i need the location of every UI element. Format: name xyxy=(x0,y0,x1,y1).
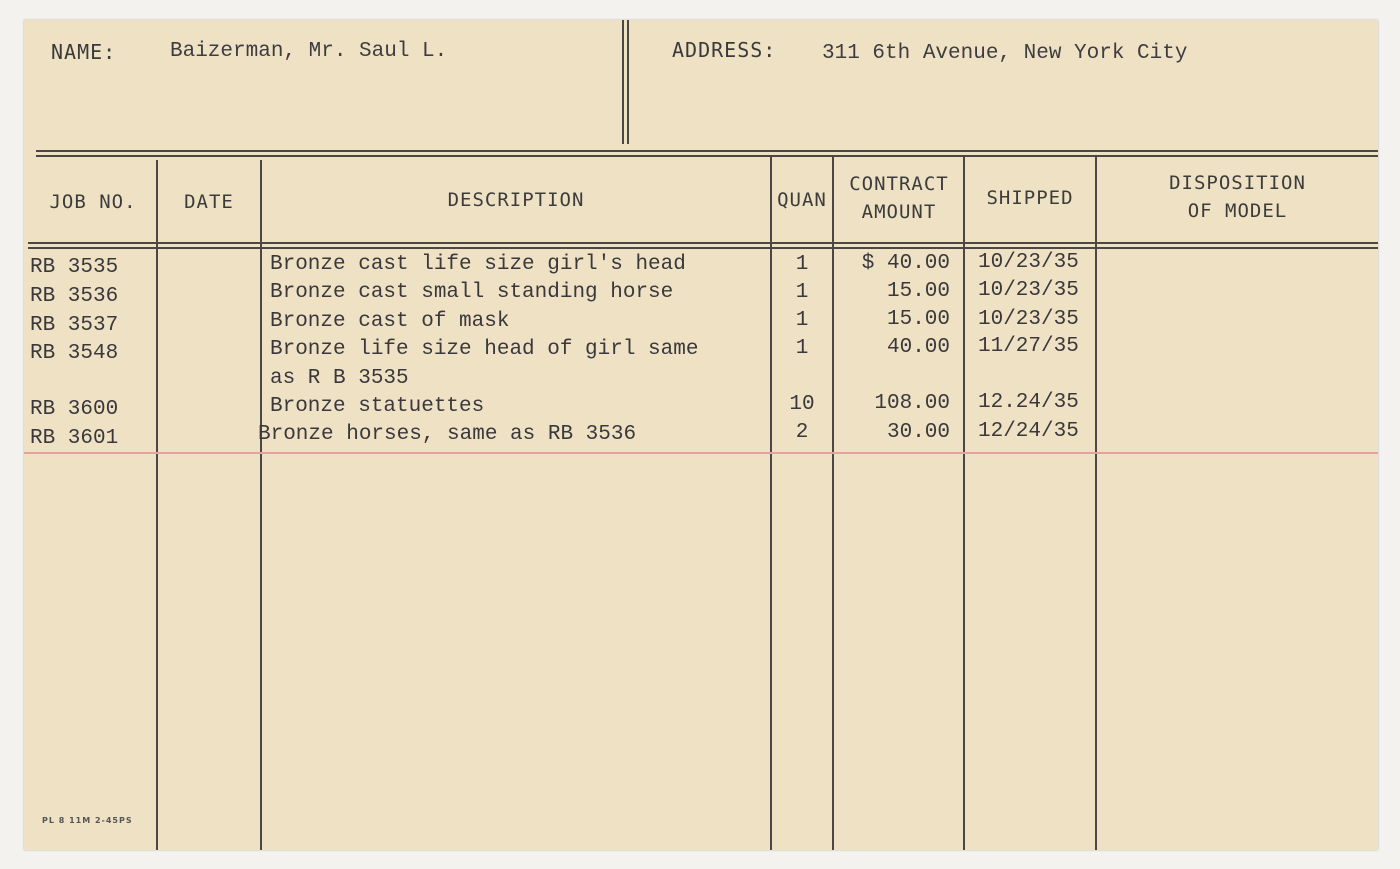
row-5-quan: 10 xyxy=(789,393,815,416)
row-5-amount: 108.00 xyxy=(874,392,950,415)
row-3-shipped: 10/23/35 xyxy=(978,308,1079,331)
col-line-contract xyxy=(963,156,965,850)
col-header-contract-line2: AMOUNT xyxy=(861,201,937,223)
col-line-shipped xyxy=(1095,156,1097,850)
header-rule-2 xyxy=(36,155,1378,157)
col-header-date: DATE xyxy=(184,191,234,213)
header-divider-2 xyxy=(627,20,629,144)
row-1-shipped: 10/23/35 xyxy=(978,251,1079,274)
col-line-date xyxy=(260,160,262,850)
name-value: Baizerman, Mr. Saul L. xyxy=(170,40,448,63)
row-4-job: RB 3548 xyxy=(30,342,119,365)
row-5-shipped: 12.24/35 xyxy=(978,391,1079,414)
row-1-quan: 1 xyxy=(795,253,809,276)
col-header-disposition-line2: OF MODEL xyxy=(1187,200,1288,222)
col-header-quan: QUAN xyxy=(777,189,827,211)
row-2-shipped: 10/23/35 xyxy=(978,279,1079,302)
row-2-job: RB 3536 xyxy=(30,285,119,308)
row-4-amount: 40.00 xyxy=(886,336,950,359)
row-2-quan: 1 xyxy=(795,281,809,304)
row-1-amount: $ 40.00 xyxy=(861,252,950,275)
row-4-desc: Bronze life size head of girl same xyxy=(270,338,699,361)
col-header-contract-line1: CONTRACT xyxy=(849,173,949,195)
form-code: PL 8 11M 2-45PS xyxy=(42,816,133,825)
address-value: 311 6th Avenue, New York City xyxy=(822,42,1188,65)
row-6-job: RB 3601 xyxy=(30,427,119,450)
row-6-quan: 2 xyxy=(795,421,809,444)
header-rule xyxy=(36,150,1378,152)
record-card xyxy=(24,20,1378,850)
row-6-shipped: 12/24/35 xyxy=(978,420,1079,443)
col-header-rule-2 xyxy=(28,247,1378,249)
col-header-contract xyxy=(834,170,964,226)
row-6-amount: 30.00 xyxy=(886,421,950,444)
row-2-amount: 15.00 xyxy=(886,280,950,303)
row-6-desc: Bronze horses, same as RB 3536 xyxy=(258,423,637,446)
col-header-shipped: SHIPPED xyxy=(986,187,1074,209)
red-rule xyxy=(24,452,1378,454)
row-3-job: RB 3537 xyxy=(30,314,119,337)
col-header-rule xyxy=(28,242,1378,244)
row-4-shipped: 11/27/35 xyxy=(978,335,1079,358)
name-label: NAME: xyxy=(51,40,117,64)
row-2-desc: Bronze cast small standing horse xyxy=(270,281,674,304)
row-3-amount: 15.00 xyxy=(886,308,950,331)
row-1-desc: Bronze cast life size girl's head xyxy=(270,253,686,276)
row-3-desc: Bronze cast of mask xyxy=(270,310,510,333)
row-4-desc-cont: as R B 3535 xyxy=(270,367,409,390)
row-4-quan: 1 xyxy=(795,337,809,360)
col-header-job-no: JOB NO. xyxy=(49,191,137,213)
row-3-quan: 1 xyxy=(795,309,809,332)
col-header-disposition xyxy=(1097,169,1378,225)
row-5-job: RB 3600 xyxy=(30,398,119,421)
col-header-disposition-line1: DISPOSITION xyxy=(1169,172,1306,194)
header-divider xyxy=(622,20,624,144)
col-header-description: DESCRIPTION xyxy=(447,189,585,211)
row-1-job: RB 3535 xyxy=(30,256,119,279)
address-label: ADDRESS: xyxy=(672,38,777,62)
col-line-jobno xyxy=(156,160,158,850)
row-5-desc: Bronze statuettes xyxy=(270,395,485,418)
